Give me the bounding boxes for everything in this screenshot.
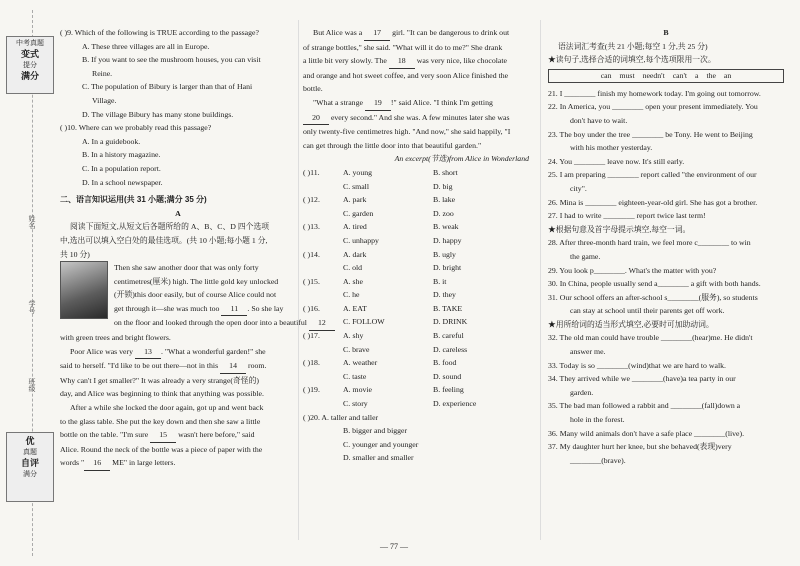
spacer <box>303 234 343 248</box>
question-number: ( )11. <box>303 167 320 177</box>
question-number: ( )14. <box>303 249 320 259</box>
question-number: ( )19. <box>303 385 320 395</box>
text: was very nice, like chocolate <box>416 56 507 66</box>
option-c[interactable]: C. garden <box>343 208 374 218</box>
passage-line: day, and Alice was beginning to think that anything was possible. <box>60 389 264 399</box>
option-row <box>303 166 529 180</box>
question-25: 25. I am preparing ________ report called "the environment of our <box>548 170 757 180</box>
question-35-cont: hole in the forest. <box>570 415 625 425</box>
spacer <box>303 370 343 384</box>
option-d[interactable]: D. experience <box>433 399 477 409</box>
passage-line: (开锁)this door easily, but of course Alice could not <box>114 290 277 300</box>
option-a[interactable]: A. weather <box>343 358 378 368</box>
text: said to herself. "I'd like to be out there—not in this <box>60 361 219 371</box>
text: bottle on the table. "I'm sure <box>60 430 149 440</box>
question-37: 37. My daughter hurt her knee, but she behaved(表现)very <box>548 442 732 452</box>
option-c[interactable]: C. he <box>343 290 360 300</box>
option-b[interactable]: B. lake <box>433 195 456 205</box>
question-number: ( )15. <box>303 276 320 286</box>
text: . So she lay <box>247 303 284 313</box>
option-d[interactable]: D. big <box>433 181 453 191</box>
question-number: ( )18. <box>303 358 320 368</box>
blank-19[interactable]: 19 <box>365 96 391 111</box>
option-d[interactable]: D. careless <box>433 344 468 354</box>
blank-16[interactable]: 16 <box>84 456 110 471</box>
question-22: 22. In America, you ________ open your present immediately. You <box>548 102 758 112</box>
text: . "What a wonderful garden!" she <box>160 346 266 356</box>
question-28: 28. After three-month hard train, we feel more c________ to win <box>548 238 751 248</box>
option-row <box>303 383 529 397</box>
column-right <box>548 26 784 467</box>
text: girl. "It can be dangerous to drink out <box>392 28 510 37</box>
spacer <box>303 288 343 302</box>
text: "What a strange <box>313 97 363 107</box>
question-9: ( )9. Which of the following is TRUE according to the passage? <box>60 28 259 37</box>
text: But Alice was a <box>313 28 363 37</box>
option: A. In a guidebook. <box>82 136 141 146</box>
text: ME" in large letters. <box>112 458 176 468</box>
question-26: 26. Mina is ________ eighteen-year-old girl. She has got a brother. <box>548 197 758 207</box>
question-23-cont: with his mother yesterday. <box>570 143 653 153</box>
passage-line: with green trees and bright flowers. <box>60 333 171 343</box>
tag-text: 提分 <box>23 62 37 69</box>
tag-text: 真题 <box>23 449 37 456</box>
question-21: 21. I ________ finish my homework today. I'm going out tomorrow. <box>548 88 761 98</box>
option-b[interactable]: B. feeling <box>433 385 464 395</box>
option-list <box>303 166 529 411</box>
option: D. The village Bibury has many stone buildings. <box>82 109 234 119</box>
tag-text: 中考真题 <box>16 40 44 47</box>
option-a[interactable]: A. she <box>343 276 363 286</box>
option-b[interactable]: B. food <box>433 358 457 368</box>
option-d[interactable]: D. they <box>433 290 456 300</box>
question-34: 34. They arrived while we ________(have)a tea party in our <box>548 374 736 384</box>
passage-line <box>303 26 529 41</box>
passage-line: and orange and hot sweet coffee, and very soon Alice finished the <box>303 70 509 80</box>
option-a[interactable]: A. young <box>343 167 373 177</box>
option-c[interactable]: C. taste <box>343 371 367 381</box>
column-middle <box>303 26 529 465</box>
blank-14[interactable]: 14 <box>220 359 246 374</box>
blank-15[interactable]: 15 <box>150 428 176 443</box>
question-number: ( )12. <box>303 195 320 205</box>
question-33: 33. Today is so ________(wind)that we are hard to walk. <box>548 360 726 370</box>
column-divider <box>298 20 299 540</box>
option-b[interactable]: B. ugly <box>433 249 456 259</box>
passage-line: of strange bottles," she said. "What will it do to me?" She drank <box>303 42 503 52</box>
option-row <box>303 288 529 302</box>
option-c[interactable]: C. brave <box>343 344 370 354</box>
passage-line <box>60 456 296 471</box>
part-heading: A <box>175 208 181 218</box>
passage-line <box>303 111 529 126</box>
name-label: 姓名 <box>28 215 35 229</box>
instructions: 共 10 分) <box>60 249 90 259</box>
header-tag-bottom <box>6 432 54 502</box>
question-31: 31. Our school offers an after-school s________(服务), so students <box>548 292 758 302</box>
text: words " <box>60 458 85 468</box>
option: C. In a population report. <box>82 163 161 173</box>
option-row <box>303 343 529 357</box>
option-b[interactable]: B. weak <box>433 222 459 232</box>
blank-20[interactable]: 20 <box>303 111 329 126</box>
question-number: ( )13. <box>303 222 320 232</box>
spacer <box>303 397 343 411</box>
question-34-cont: garden. <box>570 387 594 397</box>
tag-text: 变式 <box>20 49 39 59</box>
text: a little bit very slowly. The <box>303 56 387 66</box>
text: wasn't here before," said <box>178 430 255 440</box>
option-a[interactable]: A. park <box>343 195 367 205</box>
passage-line: bottle. <box>303 84 323 94</box>
passage-line <box>60 345 296 360</box>
option-b[interactable]: B. short <box>433 167 458 177</box>
question-28-cont: the game. <box>570 251 601 261</box>
option-a[interactable]: A. EAT <box>343 303 367 313</box>
blank-13[interactable]: 13 <box>135 345 161 360</box>
option-a[interactable]: A. tired <box>343 222 367 232</box>
instructions: ★读句子,选择合适的词填空,每个选项限用一次。 <box>548 55 716 65</box>
tag-text: 满分 <box>23 471 37 478</box>
header-tag-top <box>6 36 54 94</box>
text: every second." And she was. A few minutes later she was <box>330 112 510 122</box>
option-row <box>303 302 529 316</box>
section-title: 语法词汇考查(共 21 小题;每空 1 分,共 25 分) <box>558 41 708 51</box>
option-a[interactable]: A. dark <box>343 249 367 259</box>
option-b[interactable]: B. TAKE <box>433 303 463 313</box>
instructions: ★根据句意及首字母提示填空,每空一词。 <box>548 224 691 234</box>
option-row <box>303 248 529 262</box>
question-25-cont: city". <box>570 183 587 193</box>
spacer <box>303 315 343 329</box>
passage-line <box>60 428 296 443</box>
question-29: 29. You look p________. What's the matter with you? <box>548 265 717 275</box>
option: C. younger and younger <box>343 439 419 449</box>
question-32-cont: answer me. <box>570 347 606 357</box>
blank-11[interactable]: 11 <box>221 302 247 317</box>
option-row <box>303 275 529 289</box>
question-20: ( )20. A. taller and taller <box>303 412 379 422</box>
section-heading: 二、语言知识运用(共 31 小题;满分 35 分) <box>60 195 207 205</box>
option: B. In a history magazine. <box>82 150 161 160</box>
passage-line: After a while she locked the door again, got up and went back <box>70 403 264 413</box>
question-30: 30. In China, people usually send a________ a gift with both hands. <box>548 279 761 289</box>
option: B. If you want to see the mushroom houses, you can visit <box>82 55 261 65</box>
passage-line: Why can't I get smaller?" It was already a very strange(奇怪的) <box>60 375 259 385</box>
tag-text: 自评 <box>20 458 39 468</box>
part-heading: B <box>663 28 669 37</box>
tag-text: 优 <box>25 436 35 446</box>
option-row <box>303 329 529 343</box>
spacer <box>303 343 343 357</box>
option-row <box>303 234 529 248</box>
option-row <box>303 207 529 221</box>
passage-line: Alice. Round the neck of the bottle was a piece of paper with the <box>60 444 263 454</box>
option-row <box>303 356 529 370</box>
option-row <box>303 193 529 207</box>
option-a[interactable]: A. movie <box>343 385 373 395</box>
question-number: ( )17. <box>303 331 320 341</box>
option-a[interactable]: A. shy <box>343 331 364 341</box>
question-35: 35. The bad man followed a rabbit and ________(fall)down a <box>548 401 741 411</box>
page-number: — 77 — <box>380 542 408 551</box>
alice-illustration <box>60 261 108 319</box>
text: room. <box>248 361 267 371</box>
option: C. The population of Bibury is larger than that of Hani <box>82 82 253 92</box>
option-d[interactable]: D. happy <box>433 235 462 245</box>
question-27: 27. I had to write ________ report twice last term! <box>548 211 706 221</box>
option: D. smaller and smaller <box>343 453 414 463</box>
option: B. bigger and bigger <box>343 426 408 436</box>
text: get through it—she was much too <box>114 303 220 313</box>
option-d[interactable]: D. DRINK <box>433 317 468 327</box>
text: Poor Alice was very <box>70 346 134 356</box>
passage-line: can get through the little door into that beautiful garden." <box>303 140 482 150</box>
option-row <box>303 220 529 234</box>
id-label: 学号 <box>28 300 35 314</box>
passage-line <box>303 96 529 111</box>
blank-18[interactable]: 18 <box>389 54 415 69</box>
option-row <box>303 315 529 329</box>
question-32: 32. The old man could have trouble ________(hear)me. He didn't <box>548 333 753 343</box>
source-line: An excerpt(节选)from Alice in Wonderland <box>394 154 529 164</box>
text: on the floor and looked through the open door into a beautiful <box>114 318 307 328</box>
option: Reine. <box>92 68 113 78</box>
question-31-cont: can stay at school until their parents get off work. <box>570 306 725 316</box>
option-c[interactable]: C. story <box>343 399 368 409</box>
word-box: can must needn't can't a the an <box>548 69 784 83</box>
spacer <box>303 261 343 275</box>
option: Village. <box>92 95 117 105</box>
option-c[interactable]: C. unhappy <box>343 235 379 245</box>
question-number: ( )16. <box>303 303 320 313</box>
passage-line: centimetres(厘米) high. The little gold key unlocked <box>114 276 279 286</box>
option-c[interactable]: C. FOLLOW <box>343 317 385 327</box>
binding-strip <box>4 0 56 566</box>
option: D. In a school newspaper. <box>82 177 163 187</box>
option-c[interactable]: C. old <box>343 263 363 273</box>
passage-line <box>303 54 529 69</box>
class-label: 班级 <box>28 378 35 392</box>
option-d[interactable]: D. zoo <box>433 208 454 218</box>
option-d[interactable]: D. bright <box>433 263 462 273</box>
blank-17[interactable]: 17 <box>364 26 390 41</box>
option-c[interactable]: C. small <box>343 181 369 191</box>
instructions: ★用所给词的适当形式填空,必要时可加助动词。 <box>548 319 714 329</box>
passage-line: Then she saw another door that was only forty <box>114 263 259 273</box>
passage-line: to the glass table. She put the key down and then she saw a little <box>60 416 261 426</box>
option: A. These three villages are all in Europe. <box>82 41 210 51</box>
question-10: ( )10. Where can we probably read this passage? <box>60 123 212 133</box>
tag-text: 满分 <box>20 71 39 81</box>
option-row <box>303 397 529 411</box>
question-36: 36. Many wild animals don't have a safe place ________(live). <box>548 428 745 438</box>
passage-line <box>60 359 296 374</box>
text: !" said Alice. "I think I'm getting <box>390 97 493 107</box>
option-row <box>303 370 529 384</box>
option-d[interactable]: D. sound <box>433 371 462 381</box>
blank-12[interactable]: 12 <box>309 316 335 331</box>
spacer <box>303 207 343 221</box>
question-24: 24. You ________ leave now. It's still early. <box>548 156 685 166</box>
question-23: 23. The boy under the tree ________ be Tony. He went to Beijing <box>548 129 753 139</box>
question-22-cont: don't have to wait. <box>570 115 628 125</box>
instructions: 中,选出可以填入空白处的最佳选项。(共 10 小题;每小题 1 分, <box>60 235 268 245</box>
column-divider <box>540 20 541 540</box>
option-row <box>303 261 529 275</box>
question-37-cont: ________(brave). <box>570 455 626 465</box>
instructions: 阅读下面短文,从短文后各题所给的 A、B、C、D 四个选项 <box>70 222 270 232</box>
option-row <box>303 180 529 194</box>
option-b[interactable]: B. it <box>433 276 447 286</box>
option-b[interactable]: B. careful <box>433 331 464 341</box>
spacer <box>303 180 343 194</box>
passage-line: only twenty-five centimetres high. "And now," she said happily, "I <box>303 127 511 137</box>
